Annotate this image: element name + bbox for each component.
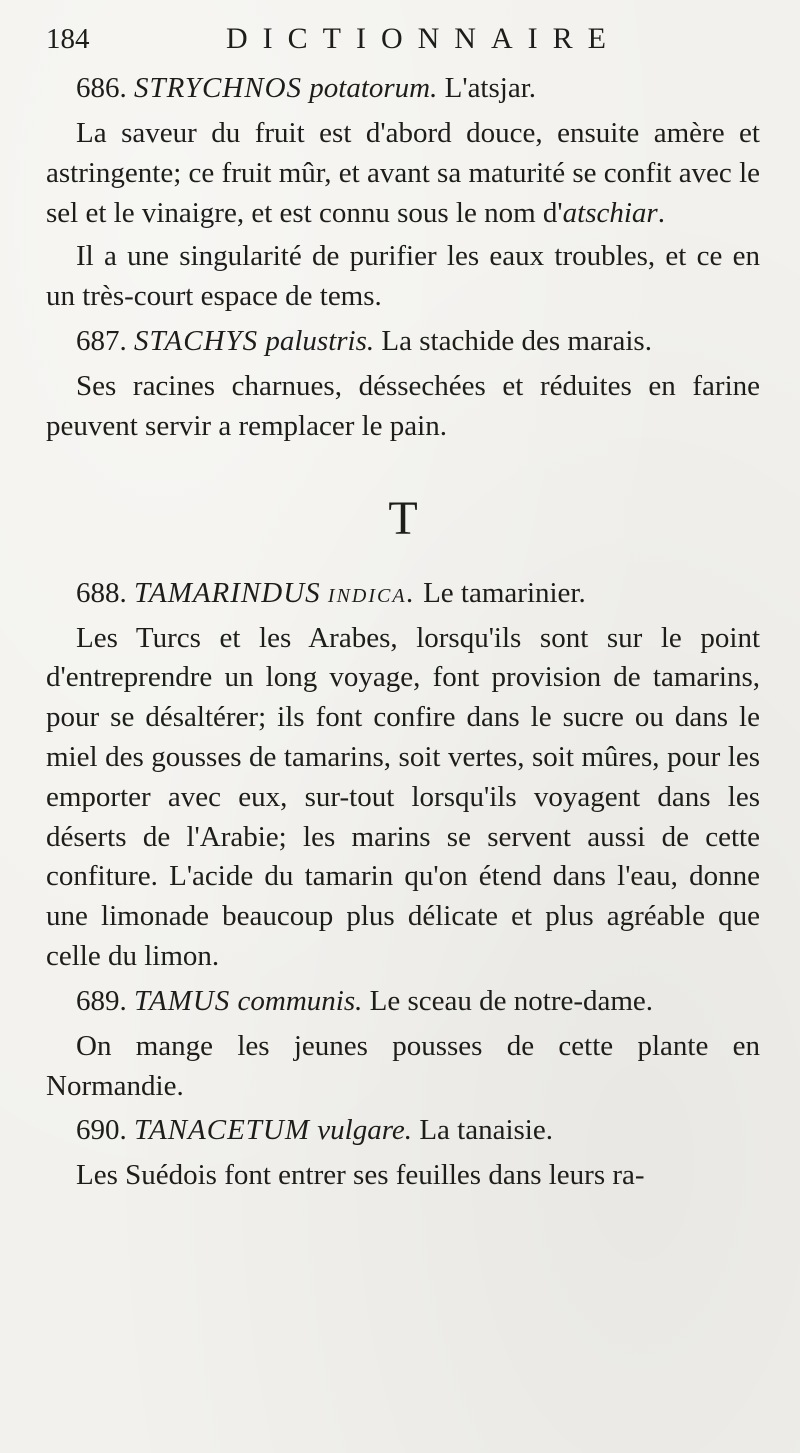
entry-686-paragraph-2: Il a une singularité de purifier les eaux troubles, et ce en un très-court espace de tems. (46, 240, 760, 313)
entry-number: 688. (76, 576, 127, 609)
entry-686-paragraph-1 (46, 114, 760, 233)
genus-name: STRYCHNOS (134, 72, 303, 104)
entry-686-heading (46, 68, 760, 108)
species-name: potatorum. (309, 72, 438, 104)
entry-688-paragraph: Les Turcs et les Arabes, lorsqu'ils sont sur le point d'entreprendre un long voyage, font provision de tamarins, pour se désaltérer; ils font confire dans le sucre ou dans le miel des gousses de tamarins, soit vertes, soit mûres, pour les emporter avec eux, sur-tout lorsqu'ils voyagent dans les déserts de l'Arabie; les marins se servent aussi de cette confiture. L'acide du tamarin qu'on étend dans l'eau, donne une limonade beaucoup plus délicate et plus agréable que celle du limon. (46, 621, 760, 972)
common-name: L'atsjar. (444, 72, 537, 104)
section-letter: T (388, 491, 418, 545)
paragraph-text-end: . (657, 196, 665, 229)
species-name: indica. (327, 576, 416, 609)
common-name: La stachide des marais. (381, 324, 652, 357)
genus-name: TAMUS (134, 984, 231, 1017)
genus-name: TANACETUM (134, 1114, 311, 1147)
page-number: 184 (46, 23, 90, 55)
entry-number: 689. (76, 984, 127, 1017)
entry-690-paragraph: Les Suédois font entrer ses feuilles dans leurs ra- (76, 1159, 645, 1192)
italic-term: atschiar (562, 196, 658, 229)
species-name: palustris. (265, 324, 375, 357)
species-name: communis. (237, 984, 363, 1017)
genus-name: TAMARINDUS (134, 576, 321, 609)
common-name: Le tamarinier. (423, 576, 586, 609)
entry-689-heading (46, 981, 760, 1021)
genus-name: STACHYS (134, 324, 259, 357)
entry-687-heading (46, 321, 760, 361)
species-name: vulgare. (317, 1114, 413, 1147)
entry-689-paragraph: On mange les jeunes pousses de cette plante en Normandie. (46, 1029, 760, 1102)
paragraph-text: La saveur du fruit est d'abord douce, ensuite amère et astringente; ce fruit mûr, et avant sa maturité se confit avec le sel et le vinaigre, et est connu sous le nom d' (46, 117, 760, 229)
entry-688-heading (46, 573, 760, 613)
common-name: Le sceau de notre-dame. (369, 984, 654, 1017)
common-name: La tanaisie. (419, 1114, 553, 1147)
entry-690-heading (46, 1110, 760, 1150)
entry-number: 686. (76, 72, 127, 104)
running-head (46, 22, 760, 68)
running-title: DICTIONNAIRE (226, 22, 621, 55)
entry-number: 687. (76, 324, 127, 357)
entry-number: 690. (76, 1114, 127, 1147)
entry-687-paragraph: Ses racines charnues, déssechées et réduites en farine peuvent servir a remplacer le pain. (46, 369, 760, 442)
